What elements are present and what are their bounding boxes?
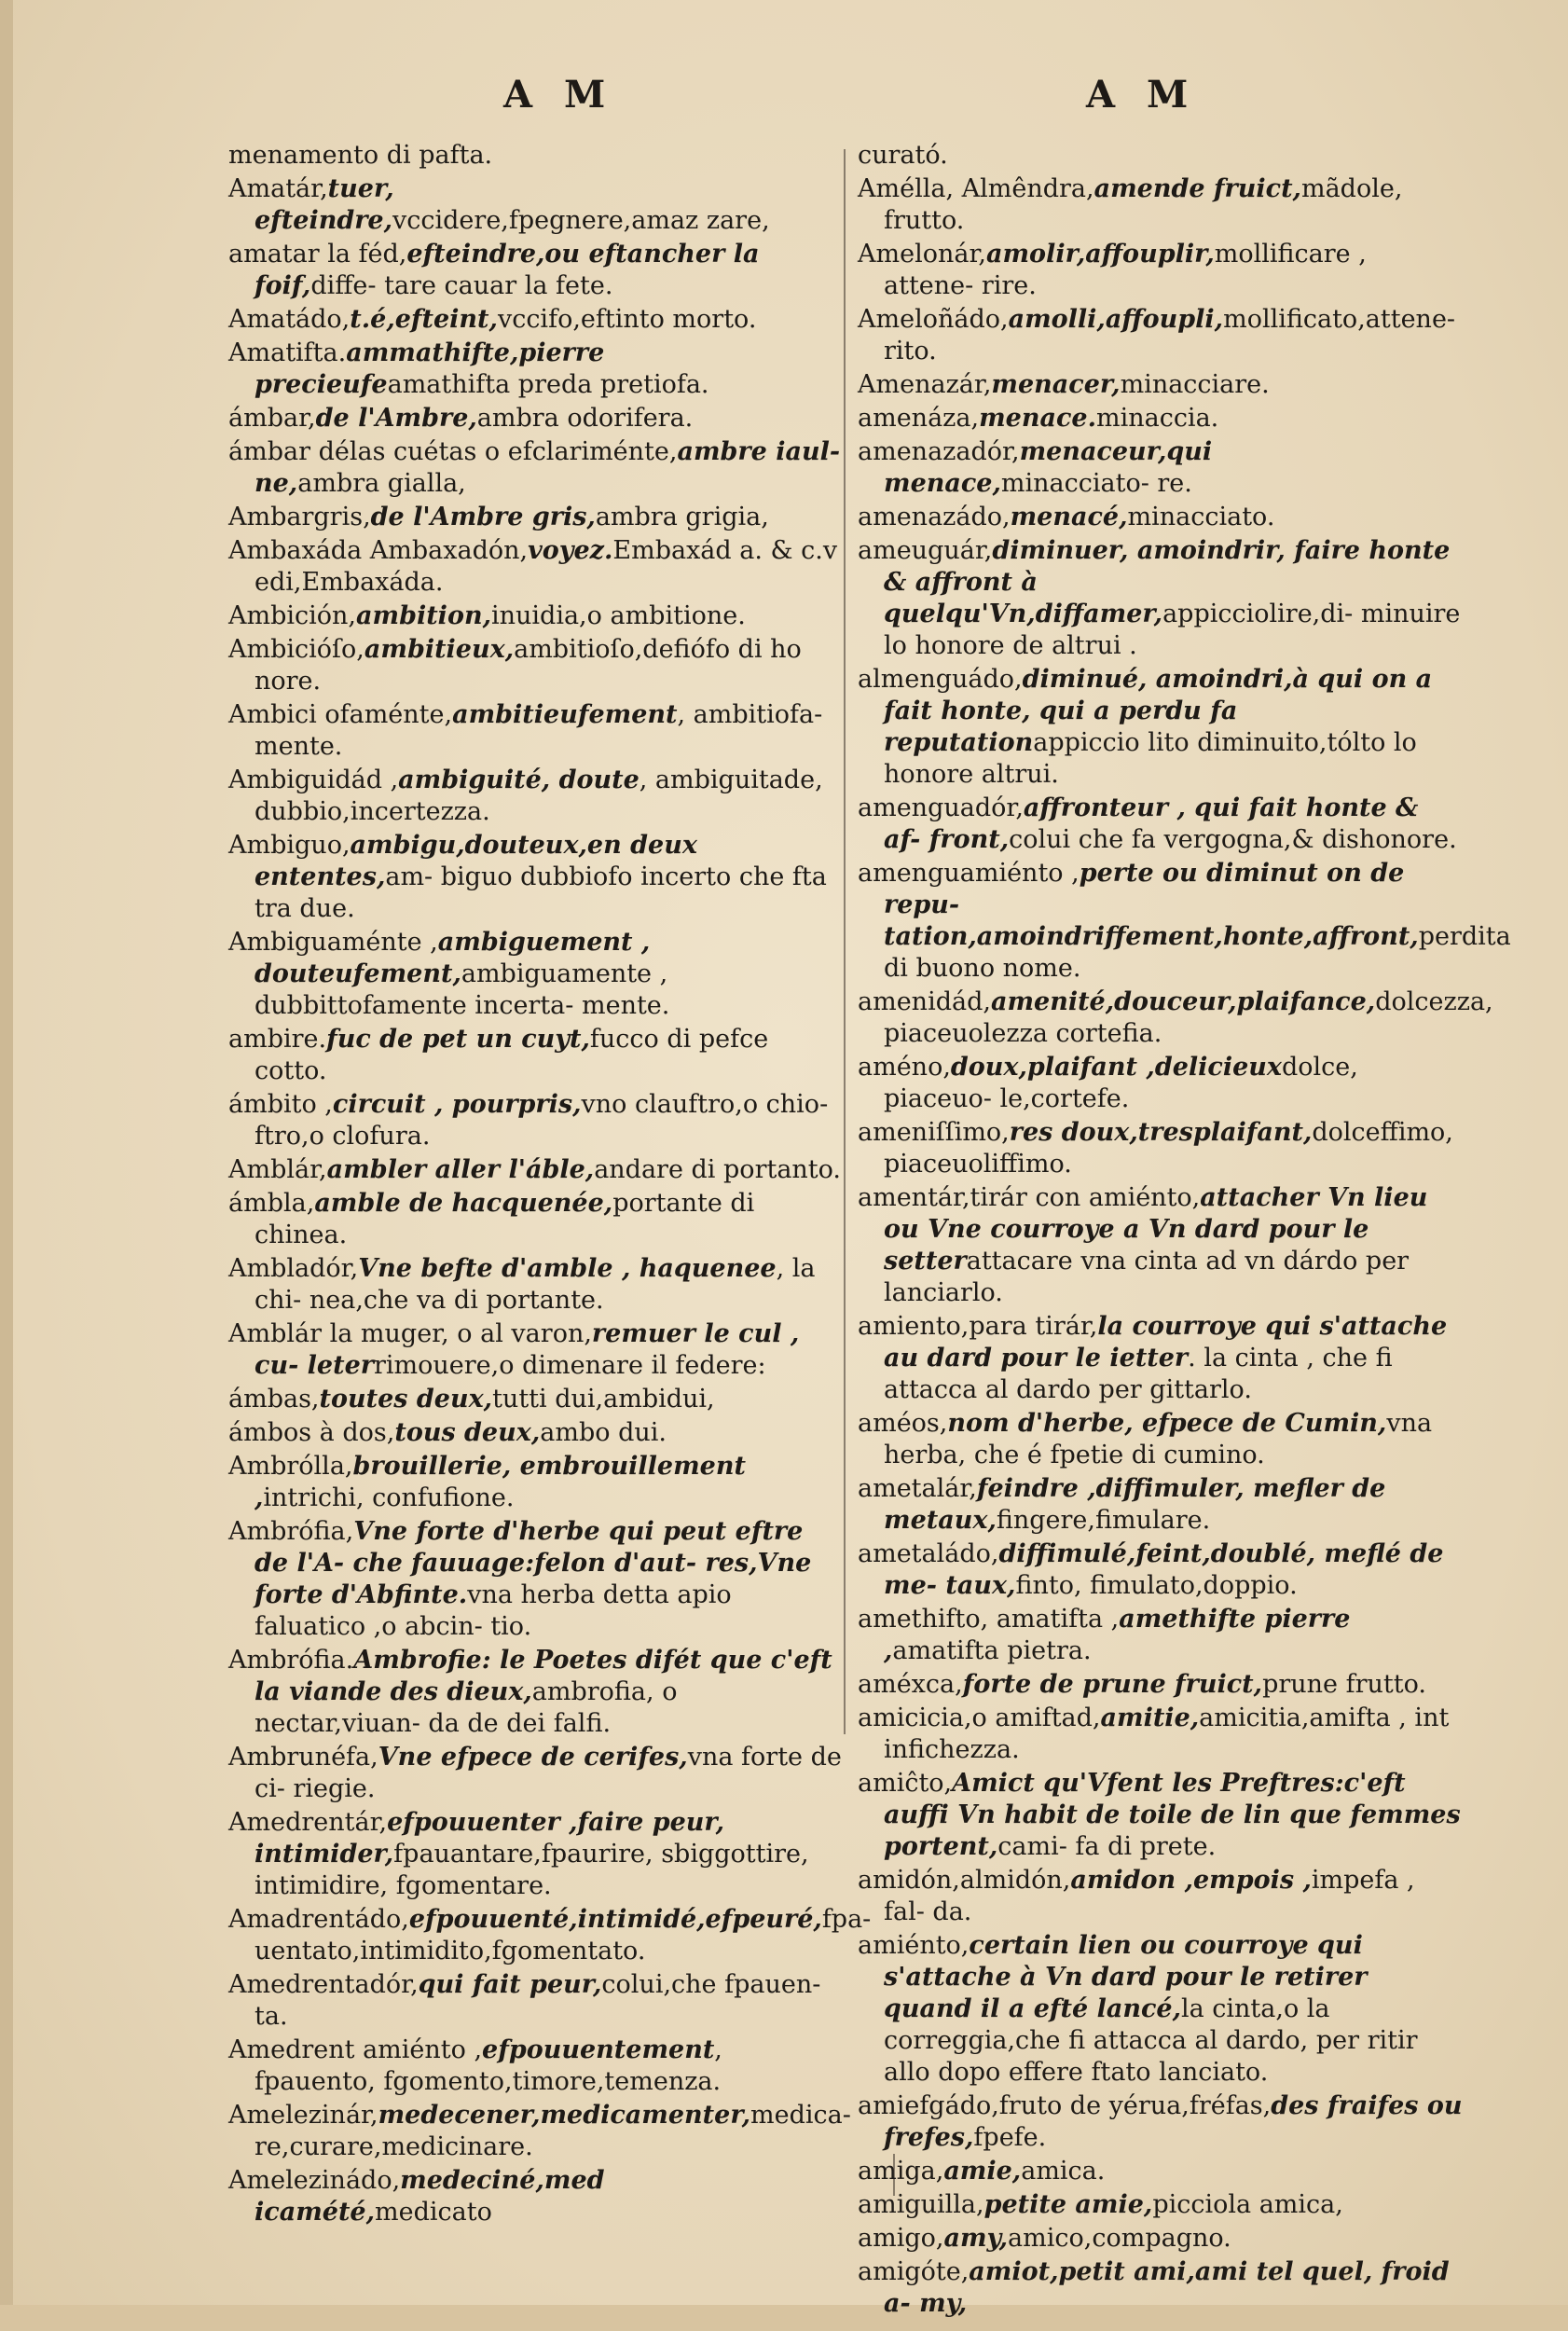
entry-italian-gloss: amicitia,amifta , int infichezza.	[884, 1703, 1450, 1764]
entry-italian-gloss: andare di portanto.	[594, 1155, 842, 1184]
entry-headword: Amedrentadór,	[228, 1970, 419, 1999]
entry-italian-gloss: colui,che fpauen- ta.	[254, 1970, 821, 2031]
entry-italian-gloss: inuidia,o ambitione.	[490, 601, 746, 630]
dictionary-entry	[858, 2090, 1464, 2154]
dictionary-entry	[228, 1516, 844, 1643]
entry-french-gloss: efpouuenter ,faire peur, intimider,	[254, 1808, 725, 1869]
dictionary-entry	[228, 634, 844, 697]
dictionary-entry	[858, 1473, 1464, 1537]
dictionary-entry	[228, 2034, 844, 2098]
entry-french-gloss: perte ou diminut on de repu- tation,amoindriffement,honte,affront,	[884, 859, 1419, 951]
entry-french-gloss: ammathifte,pierre precieufe	[254, 338, 605, 399]
entry-french-gloss: des fraifes ou frefes,	[884, 2091, 1463, 2152]
dictionary-entry	[858, 2156, 1464, 2187]
entry-italian-gloss: impefa , fal- da.	[884, 1866, 1415, 1926]
entry-italian-gloss: appiccio lito diminuito,tólto lo honore altrui.	[884, 728, 1417, 789]
dictionary-entry	[228, 600, 844, 632]
entry-headword: amiento,para tirár,	[858, 1312, 1098, 1341]
entry-headword: Amatádo,	[228, 305, 351, 334]
dictionary-entry	[228, 304, 844, 336]
entry-french-gloss: tous deux,	[394, 1418, 541, 1447]
entry-headword: curató.	[858, 141, 948, 170]
entry-headword: amigo,	[858, 2224, 944, 2253]
entry-italian-gloss: perdita di buono nome.	[884, 922, 1511, 983]
entry-french-gloss: amie,	[943, 2157, 1022, 2186]
dictionary-entry	[858, 1768, 1464, 1863]
entry-italian-gloss: medicato	[375, 2198, 492, 2227]
entry-headword: Ambición,	[228, 601, 357, 630]
dictionary-entry	[228, 535, 844, 599]
entry-french-gloss: fuc de pet un cuyt,	[326, 1025, 590, 1054]
entry-italian-gloss: tutti dui,ambidui,	[492, 1385, 715, 1414]
entry-italian-gloss: . la cinta , che fi attacca al dardo per gittarlo.	[884, 1344, 1393, 1404]
entry-headword: ámbar délas cuétas o efclariménte,	[228, 437, 678, 466]
entry-italian-gloss: dolcezza, piaceuolezza cortefia.	[884, 987, 1493, 1048]
dictionary-entry	[228, 1188, 844, 1251]
dictionary-entry	[858, 502, 1464, 533]
entry-italian-gloss: dolce, piaceuo- le,cortefe.	[884, 1053, 1358, 1113]
entry-french-gloss: nom d'herbe, efpece de Cumin,	[947, 1409, 1387, 1438]
entry-headword: amiĉto,	[858, 1769, 953, 1798]
dictionary-entry	[858, 2189, 1464, 2221]
dictionary-entry	[858, 1182, 1464, 1309]
entry-italian-gloss: fingere,fimulare.	[996, 1506, 1211, 1535]
dictionary-entry	[228, 1384, 844, 1415]
entry-headword: amiénto,	[858, 1931, 970, 1960]
entry-headword: Ambici ofaménte,	[228, 700, 453, 729]
entry-italian-gloss: ambra gialla,	[297, 469, 466, 498]
entry-headword: amicicia,o amiftad,	[858, 1703, 1101, 1732]
entry-french-gloss: doux,plaifant ,delicieux	[950, 1053, 1282, 1082]
entry-italian-gloss: mollificato,attene- rito.	[884, 305, 1456, 366]
entry-headword: Ambaxáda Ambaxadón,	[228, 536, 529, 565]
entry-headword: Amedrent amiénto ,	[228, 2035, 483, 2064]
entry-italian-gloss: Embaxád a. & c.v edi,Embaxáda.	[254, 536, 838, 597]
entry-french-gloss: la courroye qui s'attache au dard pour le ietter	[884, 1312, 1448, 1372]
entry-italian-gloss: minacciare.	[1120, 370, 1270, 399]
entry-french-gloss: amethifte pierre ,	[884, 1605, 1351, 1665]
entry-french-gloss: amiot,petit ami,ami tel quel, froid a- my,	[884, 2257, 1450, 2318]
entry-headword: Amadrentádo,	[228, 1905, 409, 1934]
entry-headword: ámbito ,	[228, 1090, 333, 1119]
entry-headword: amenazadór,	[858, 437, 1020, 466]
entry-french-gloss: diffimulé,feint,doublé, meflé de me- taux,	[884, 1539, 1444, 1600]
entry-french-gloss: amenité,douceur,plaifance,	[990, 987, 1376, 1016]
entry-italian-gloss: ambra odorifera.	[476, 404, 694, 433]
entry-french-gloss: Vne efpece de cerifes,	[378, 1743, 688, 1772]
dictionary-entry	[858, 403, 1464, 434]
entry-headword: amiga,	[858, 2157, 944, 2186]
entry-headword: Amblár,	[228, 1155, 327, 1184]
entry-italian-gloss: amathifta preda pretiofa.	[387, 370, 709, 399]
entry-french-gloss: attacher Vn lieu ou Vne courroye a Vn dard pour le setter	[884, 1183, 1428, 1276]
entry-french-gloss: ambition,	[356, 601, 491, 630]
entry-italian-gloss: ambrofia, o nectar,viuan- da de dei falfi.	[254, 1677, 678, 1738]
dictionary-entry	[858, 1311, 1464, 1406]
entry-italian-gloss: amatifta pietra.	[892, 1636, 1092, 1665]
entry-french-gloss: Vne befte d'amble , haquenee	[358, 1254, 777, 1283]
entry-french-gloss: de l'Ambre,	[315, 404, 477, 433]
entry-headword: Ambiguo,	[228, 831, 351, 860]
dictionary-entry	[858, 173, 1464, 237]
entry-french-gloss: ambiguité, doute	[398, 766, 640, 794]
dictionary-entry	[858, 986, 1493, 1050]
entry-french-gloss: Vne forte d'herbe qui peut eftre de l'A- che fauuage:felon d'aut- res,Vne forte d'Abfinte.	[254, 1517, 812, 1609]
entry-french-gloss: certain lien ou courroye qui s'attache à Vn dard pour le retirer quand il a efté lancé,	[884, 1931, 1368, 2023]
entry-headword: Amelezinádo,	[228, 2166, 401, 2195]
entry-italian-gloss: vccifo,eftinto morto.	[497, 305, 757, 334]
entry-italian-gloss: finto, fimulato,doppio.	[1015, 1571, 1298, 1600]
dictionary-entry	[228, 436, 844, 500]
dictionary-entry	[858, 793, 1464, 856]
entry-headword: amethifto, amatifta ,	[858, 1605, 1120, 1634]
entry-headword: Amatár,	[228, 174, 328, 203]
running-head-right: A M	[1086, 73, 1198, 117]
entry-french-gloss: amitie,	[1100, 1703, 1200, 1732]
entry-italian-gloss: minaccia.	[1095, 404, 1219, 433]
dictionary-entry	[228, 1645, 844, 1740]
entry-italian-gloss: diffe- tare cauar la fete.	[310, 271, 613, 300]
entry-french-gloss: qui fait peur,	[418, 1970, 602, 1999]
dictionary-entry	[228, 1451, 844, 1514]
entry-headword: amenguadór,	[858, 793, 1024, 822]
page-edge-shadow	[0, 0, 13, 2331]
entry-french-gloss: voyez.	[528, 536, 613, 565]
dictionary-entry	[228, 765, 844, 828]
entry-headword: amentár,tirár con amiénto,	[858, 1183, 1201, 1212]
entry-french-gloss: petite amie,	[983, 2190, 1153, 2219]
dictionary-entry	[228, 699, 844, 763]
entry-italian-gloss: colui che fa vergogna,& dishonore.	[1009, 825, 1457, 854]
entry-headword: ámbas,	[228, 1385, 320, 1414]
dictionary-entry	[858, 1052, 1464, 1115]
entry-french-gloss: t.é,efteint,	[350, 305, 498, 334]
right-column	[858, 140, 1511, 2322]
entry-italian-gloss: attacare vna cinta ad vn dárdo per lanciarlo.	[884, 1247, 1410, 1307]
entry-french-gloss: menace.	[979, 404, 1096, 433]
dictionary-entry	[228, 403, 844, 434]
entry-french-gloss: ambitieux,	[364, 635, 515, 664]
entry-french-gloss: efpouuentement	[482, 2035, 715, 2064]
entry-headword: Amelonár,	[858, 240, 986, 269]
entry-french-gloss: ambler aller l'áble,	[326, 1155, 595, 1184]
entry-headword: amiefgádo,fruto de yérua,fréfas,	[858, 2091, 1272, 2120]
entry-french-gloss: medecener,medicamenter,	[378, 2101, 750, 2130]
dictionary-entry	[228, 1253, 844, 1317]
entry-headword: amiguilla,	[858, 2190, 984, 2219]
entry-french-gloss: menacer,	[991, 370, 1121, 399]
dictionary-entry	[228, 1904, 872, 1967]
entry-french-gloss: remuer le cul , cu- leter	[254, 1319, 800, 1380]
entry-headword: Ambrólla,	[228, 1452, 353, 1481]
entry-headword: almenguádo,	[858, 665, 1023, 694]
entry-italian-gloss: , fpauento, fgomento,timore,temenza.	[254, 2035, 722, 2096]
entry-headword: ámbar,	[228, 404, 316, 433]
entry-italian-gloss: fucco di pefce cotto.	[254, 1025, 769, 1085]
entry-headword: amatar la féd,	[228, 240, 407, 269]
entry-italian-gloss: vccidere,fpegnere,amaz zare,	[392, 206, 770, 235]
entry-french-gloss: tuer, efteindre,	[254, 174, 394, 235]
entry-french-gloss: ambiguement , douteufement,	[254, 928, 651, 988]
entry-italian-gloss: appicciolire,di- minuire lo honore de altrui .	[884, 600, 1461, 660]
entry-french-gloss: amolir,affouplir,	[985, 240, 1215, 269]
entry-headword: ameuguár,	[858, 536, 993, 565]
entry-italian-gloss: minacciato- re.	[1000, 469, 1192, 498]
entry-headword: Ambiguaménte ,	[228, 928, 438, 957]
entry-headword: Ambladór,	[228, 1254, 359, 1283]
entry-italian-gloss: picciola amica,	[1152, 2190, 1343, 2219]
dictionary-entry	[228, 2100, 851, 2163]
entry-french-gloss: ambitieufement	[452, 700, 678, 729]
entry-headword: amigóte,	[858, 2257, 970, 2286]
entry-italian-gloss: la cinta,o la correggia,che fi attacca al dardo, per ritir allo dopo effere ftato lanciato.	[884, 1994, 1418, 2087]
dictionary-entry	[858, 239, 1464, 302]
dictionary-entry	[858, 304, 1464, 367]
entry-italian-gloss: intrichi, confufione.	[263, 1483, 515, 1512]
entry-headword: amidón,almidón,	[858, 1866, 1071, 1895]
entry-headword: ámbla,	[228, 1189, 315, 1218]
dictionary-entry	[858, 2223, 1464, 2255]
entry-headword: Ameloñádo,	[858, 305, 1009, 334]
dictionary-entry	[228, 239, 844, 302]
dictionary-entry	[228, 1318, 844, 1382]
dictionary-entry	[858, 1669, 1464, 1701]
dictionary-entry	[228, 927, 844, 1022]
entry-french-gloss: feindre ,diffimuler, mefler de metaux,	[884, 1474, 1386, 1535]
entry-headword: ambire.	[228, 1025, 327, 1054]
entry-headword: Ambicióſo,	[228, 635, 364, 664]
dictionary-entry	[858, 1408, 1464, 1471]
entry-french-gloss: efteindre,ou eftancher la foif,	[254, 240, 760, 300]
dictionary-entry	[858, 1117, 1464, 1180]
entry-french-gloss: menacé,	[1010, 503, 1128, 531]
entry-headword: amenidád,	[858, 987, 991, 1016]
entry-italian-gloss: ambiguamente , dubbittofamente incerta- mente.	[254, 959, 670, 1020]
dictionary-entry	[858, 1604, 1464, 1667]
entry-italian-gloss: fpauantare,fpaurire, sbiggottire, intimidire, fgomentare.	[254, 1840, 809, 1900]
entry-headword: Ambiguidád ,	[228, 766, 399, 794]
dictionary-entry	[228, 173, 844, 237]
dictionary-entry	[228, 1969, 844, 2033]
dictionary-entry	[858, 858, 1511, 985]
entry-french-gloss: circuit , pourpris,	[332, 1090, 582, 1119]
dictionary-entry	[228, 830, 844, 925]
entry-italian-gloss: prune frutto.	[1262, 1670, 1426, 1699]
entry-italian-gloss: vna forte de ci- riegie.	[254, 1743, 842, 1803]
entry-headword: amenazádo,	[858, 503, 1011, 531]
entry-french-gloss: medeciné,med icamété,	[254, 2166, 605, 2227]
dictionary-entry	[858, 369, 1464, 401]
entry-headword: Amélla, Almêndra,	[858, 174, 1094, 203]
entry-italian-gloss: medica- re,curare,medicinare.	[254, 2101, 851, 2161]
entry-headword: améxca,	[858, 1670, 963, 1699]
entry-headword: amenáza,	[858, 404, 980, 433]
entry-headword: ámbos à dos,	[228, 1418, 395, 1447]
column-divider	[844, 149, 846, 1734]
dictionary-entry	[858, 1930, 1464, 2089]
entry-headword: Amenazár,	[858, 370, 992, 399]
entry-italian-gloss: , ambiguitade, dubbio,incertezza.	[254, 766, 823, 826]
entry-french-gloss: ambre iaul- ne,	[254, 437, 841, 498]
entry-headword: Amedrentár,	[228, 1808, 388, 1837]
entry-french-gloss: ambigu,douteux,en deux ententes,	[254, 831, 697, 891]
dictionary-entry	[858, 2256, 1464, 2320]
dictionary-entry	[858, 140, 1464, 172]
entry-headword: ametaládo,	[858, 1539, 999, 1568]
entry-italian-gloss: , ambitiofa- mente.	[254, 700, 823, 761]
dictionary-entry	[858, 1538, 1464, 1602]
entry-headword: Amblár la muger, o al varon,	[228, 1319, 592, 1348]
entry-italian-gloss: amico,compagno.	[1008, 2224, 1231, 2253]
entry-headword: ameniſſimo,	[858, 1118, 1010, 1147]
left-column	[228, 140, 872, 2230]
dictionary-entry	[858, 436, 1464, 500]
entry-italian-gloss: dolceffimo, piaceuoliffimo.	[884, 1118, 1453, 1179]
entry-italian-gloss: portante di chinea.	[254, 1189, 755, 1249]
entry-french-gloss: amende fruict,	[1093, 174, 1301, 203]
entry-headword: améno,	[858, 1053, 951, 1082]
entry-headword: amenguamiénto ,	[858, 859, 1080, 888]
dictionary-entry	[228, 1154, 844, 1186]
entry-italian-gloss: amica.	[1021, 2157, 1106, 2186]
entry-headword: menamento di pafta.	[228, 141, 493, 170]
dictionary-entry	[228, 502, 844, 533]
entry-french-gloss: menaceur,qui menace,	[884, 437, 1213, 498]
dictionary-entry	[228, 1417, 844, 1449]
entry-french-gloss: amolli,affoupli,	[1008, 305, 1224, 334]
dictionary-entry	[228, 1089, 844, 1152]
entry-headword: Amatifta.	[228, 338, 347, 367]
entry-italian-gloss: fpa- uentato,intimidito,fgomentato.	[254, 1905, 872, 1965]
entry-french-gloss: res doux,tresplaifant,	[1009, 1118, 1313, 1147]
entry-french-gloss: amidon ,empois ,	[1070, 1866, 1312, 1895]
entry-headword: Ambrunéfa,	[228, 1743, 378, 1772]
entry-french-gloss: Amict qu'Vfent les Preftres:c'eft auffi Vn habit de toile de lin que femmes portent,	[884, 1769, 1461, 1861]
entry-headword: Amelezinár,	[228, 2101, 378, 2130]
entry-italian-gloss: vna herba detta apio faluatico ,o abcin- tio.	[254, 1580, 732, 1641]
entry-italian-gloss: am- biguo dubbiofo incerto che fta tra due.	[254, 862, 827, 923]
dictionary-entry	[858, 1865, 1464, 1928]
entry-italian-gloss: mãdole, frutto.	[884, 174, 1403, 235]
entry-french-gloss: affronteur , qui fait honte & af- front,	[884, 793, 1419, 854]
entry-italian-gloss: ambo dui.	[540, 1418, 667, 1447]
entry-french-gloss: efpouuenté,intimidé,efpeuré,	[408, 1905, 822, 1934]
entry-headword: Ambargris,	[228, 503, 371, 531]
entry-italian-gloss: cami- fa di prete.	[997, 1832, 1217, 1861]
dictionary-entry	[228, 1807, 844, 1902]
entry-headword: Ambrófia.	[228, 1646, 354, 1675]
entry-italian-gloss: vno clauftro,o chio- ftro,o clofura.	[254, 1090, 829, 1151]
dictionary-entry	[228, 1742, 844, 1805]
dictionary-entry	[228, 2165, 844, 2228]
entry-french-gloss: diminuer, amoindrir, faire honte & affront à quelqu'Vn,diffamer,	[884, 536, 1451, 628]
entry-headword: améos,	[858, 1409, 948, 1438]
entry-headword: Ambrófia,	[228, 1517, 354, 1546]
dictionary-entry	[858, 535, 1464, 662]
entry-french-gloss: de l'Ambre gris,	[370, 503, 596, 531]
entry-italian-gloss: , la chi- nea,che va di portante.	[254, 1254, 816, 1315]
entry-italian-gloss: mollificare , attene- rire.	[884, 240, 1367, 300]
entry-french-gloss: brouillerie, embrouillement ,	[254, 1452, 746, 1512]
entry-french-gloss: forte de prune fruict,	[962, 1670, 1263, 1699]
dictionary-entry	[858, 664, 1464, 791]
entry-italian-gloss: rimouere,o dimenare il federe:	[374, 1351, 766, 1380]
dictionary-entry	[228, 338, 844, 401]
entry-french-gloss: diminué, amoindri,à qui on a fait honte, qui a perdu fa reputation	[884, 665, 1433, 757]
entry-italian-gloss: ambitioſo,defiófo di ho nore.	[254, 635, 802, 696]
dictionary-entry	[228, 140, 844, 172]
dictionary-entry	[858, 1703, 1464, 1766]
entry-french-gloss: amy,	[943, 2224, 1009, 2253]
dictionary-entry	[228, 1024, 844, 1087]
entry-french-gloss: toutes deux,	[319, 1385, 493, 1414]
entry-italian-gloss: fpefe.	[973, 2123, 1047, 2152]
running-head-left: A M	[503, 73, 615, 117]
entry-italian-gloss: minacciato.	[1127, 503, 1275, 531]
entry-french-gloss: amble de hacquenée,	[314, 1189, 613, 1218]
entry-italian-gloss: vna herba, che é fpetie di cumino.	[884, 1409, 1433, 1469]
entry-headword: ametalár,	[858, 1474, 977, 1503]
entry-french-gloss: Ambrofie: le Poetes difét que c'eft la viande des dieux,	[254, 1646, 832, 1706]
entry-italian-gloss: ambra grigia,	[595, 503, 769, 531]
